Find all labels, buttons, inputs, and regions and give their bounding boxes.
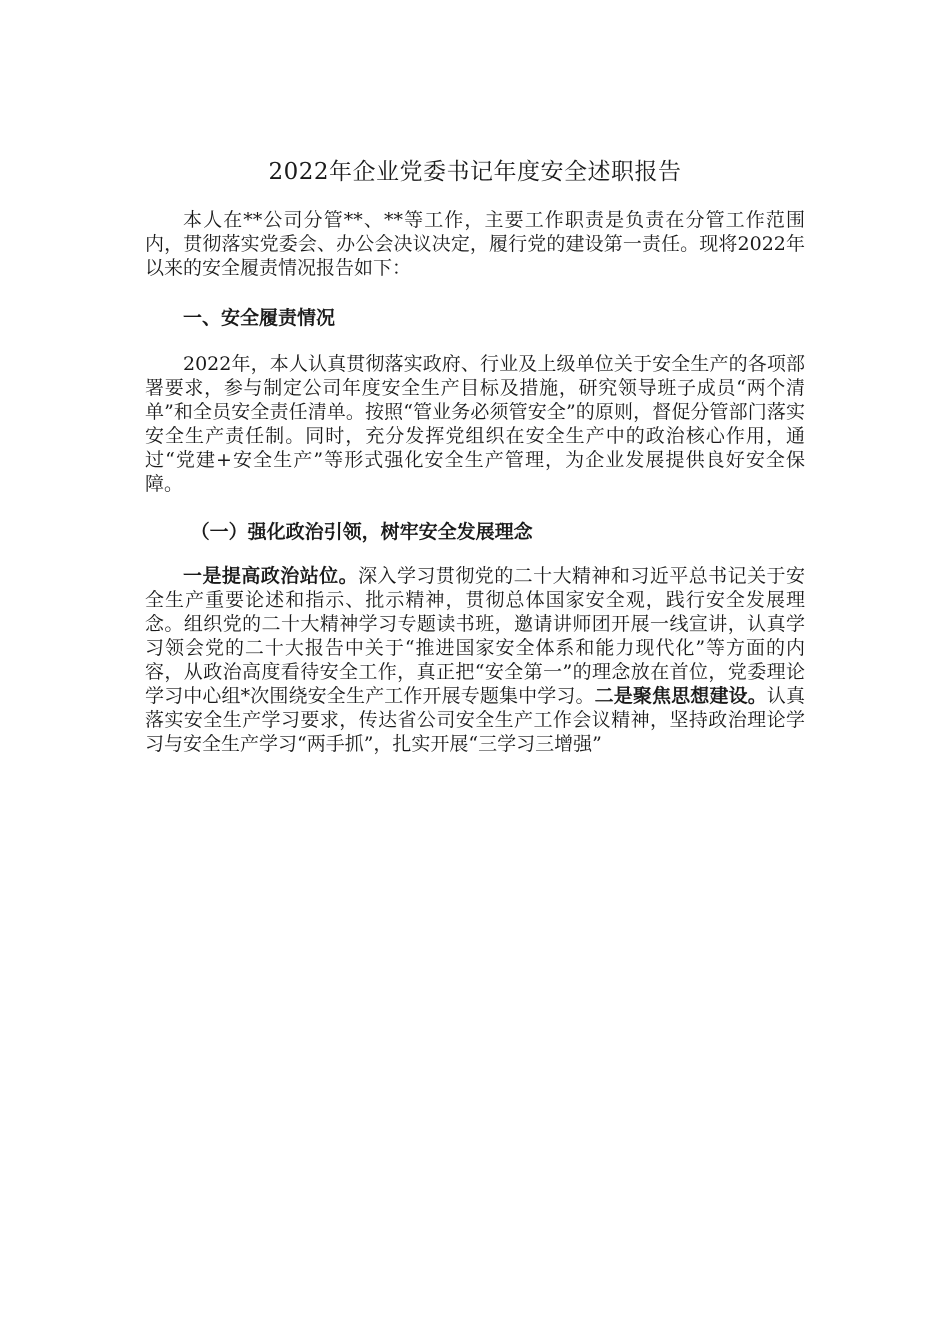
subsection-heading: （一）强化政治引领，树牢安全发展理念	[190, 521, 533, 543]
point-two-lead: 二是聚焦思想建设。	[594, 685, 767, 707]
subsection-paragraph	[145, 564, 805, 756]
intro-paragraph: 本人在**公司分管**、**等工作，主要工作职责是负责在分管工作范围内，贯彻落实党委会、办公会决议决定，履行党的建设第一责任。现将2022年以来的安全履责情况报告如下：	[145, 209, 805, 279]
point-two-text: 认真落实安全生产学习要求，传达省公司安全生产工作会议精神，坚持政治理论学习与安全生产学习“两手抓”，扎实开展“三学习三增强”	[145, 685, 805, 755]
document-title: 2022年企业党委书记年度安全述职报告	[268, 159, 682, 185]
point-one-text: 深入学习贯彻党的二十大精神和习近平总书记关于安全生产重要论述和指示、批示精神，贯彻总体国家安全观，践行安全发展理念。组织党的二十大精神学习专题读书班，邀请讲师团开展一线宣讲，认真学习领会党的二十大报告中关于“推进国家安全体系和能力现代化”等方面的内容，从政治高度看待安全工作，真正把“安全第一”的理念放在首位，党委理论学习中心组*次围绕安全生产工作开展专题集中学习。	[145, 565, 805, 707]
point-one-lead: 一是提高政治站位。	[183, 565, 359, 587]
document-body	[145, 152, 805, 778]
section-paragraph: 2022年，本人认真贯彻落实政府、行业及上级单位关于安全生产的各项部署要求，参与制定公司年度安全生产目标及措施，研究领导班子成员“两个清单”和全员安全责任清单。按照“管业务必须管安全”的原则，督促分管部门落实安全生产责任制。同时，充分发挥党组织在安全生产中的政治核心作用，通过“党建+安全生产”等形式强化安全生产管理，为企业发展提供良好安全保障。	[145, 353, 805, 495]
section-heading: 一、安全履责情况	[183, 307, 336, 329]
